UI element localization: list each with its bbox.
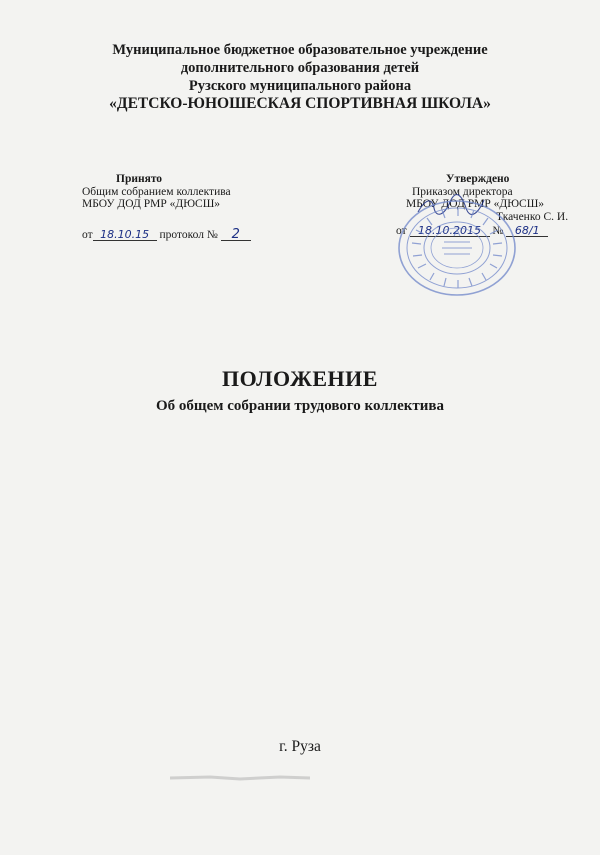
- order-number-label: №: [492, 225, 504, 237]
- accepted-line-1: Общим собранием коллектива: [82, 185, 231, 198]
- header-school-name: «ДЕТСКО-ЮНОШЕСКАЯ СПОРТИВНАЯ ШКОЛА»: [109, 95, 491, 112]
- accepted-protocol-row: [82, 226, 251, 242]
- scan-artifact: [170, 772, 310, 782]
- accepted-block: [82, 173, 251, 241]
- accepted-prefix: от: [82, 228, 93, 241]
- order-number: 68/1: [506, 225, 548, 237]
- official-seal-icon: [396, 198, 518, 298]
- approved-line-1: Приказом директора: [412, 185, 513, 198]
- header-line-1: Муниципальное бюджетное образовательное учреждение: [112, 42, 488, 58]
- header-line-3: Рузского муниципального района: [188, 78, 412, 94]
- document-subtitle: Об общем собрании трудового коллектива: [155, 398, 445, 414]
- director-name: Ткаченко С. И.: [496, 210, 569, 223]
- accepted-date: 18.10.15: [93, 229, 157, 241]
- approved-prefix: от: [396, 225, 407, 237]
- city-name: г. Руза: [279, 738, 321, 755]
- approved-title: Утверждено: [446, 173, 510, 185]
- header-line-2: дополнительного образования детей: [180, 60, 420, 76]
- accepted-title: Принято: [116, 173, 163, 185]
- accepted-line-2: МБОУ ДОД РМР «ДЮСШ»: [82, 198, 221, 210]
- organization-header: [0, 41, 600, 113]
- protocol-label: протокол №: [159, 228, 218, 241]
- approved-date: 18.10.2015: [410, 225, 490, 237]
- document-title: ПОЛОЖЕНИЕ: [222, 366, 378, 391]
- approved-line-2: МБОУ ДОД РМР «ДЮСШ»: [406, 198, 545, 210]
- protocol-number: 2: [221, 229, 251, 241]
